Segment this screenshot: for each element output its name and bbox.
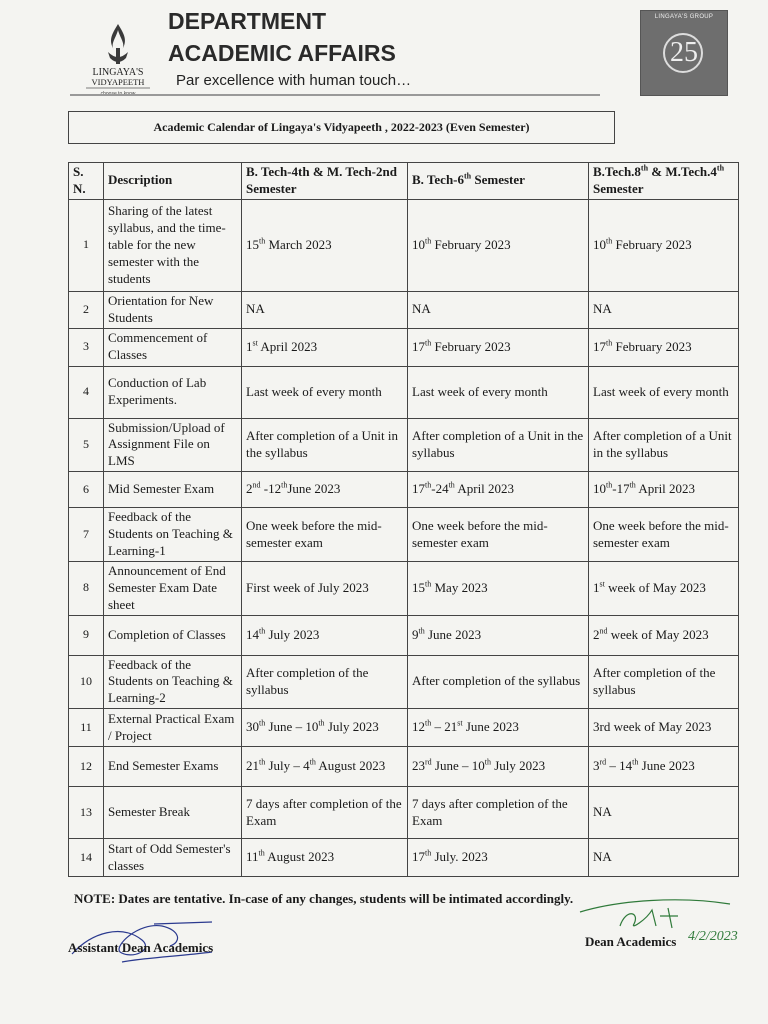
row-sn: 8 bbox=[69, 561, 104, 615]
dean-signature-date: 4/2/2023 bbox=[688, 929, 738, 944]
table-row bbox=[69, 291, 739, 328]
row-col3: NA bbox=[589, 787, 739, 839]
row-col3: NA bbox=[589, 839, 739, 877]
badge-years: 25 bbox=[670, 37, 698, 68]
row-col3: 17th February 2023 bbox=[589, 328, 739, 366]
row-col3: 3rd week of May 2023 bbox=[589, 709, 739, 747]
row-col2: 9th June 2023 bbox=[408, 615, 589, 655]
row-sn: 1 bbox=[69, 199, 104, 291]
institution-logo bbox=[78, 18, 158, 98]
row-description: External Practical Exam / Project bbox=[104, 709, 242, 747]
table-row bbox=[69, 615, 739, 655]
table-row bbox=[69, 787, 739, 839]
row-col3: 10th February 2023 bbox=[589, 199, 739, 291]
department-heading: DEPARTMENT bbox=[168, 8, 327, 34]
row-col3: After completion of a Unit in the syllabus bbox=[589, 418, 739, 472]
header-col3: B.Tech.8th & M.Tech.4th Semester bbox=[589, 163, 739, 200]
header-col2: B. Tech-6th Semester bbox=[408, 163, 589, 200]
row-col3: After completion of the syllabus bbox=[589, 655, 739, 709]
header-divider bbox=[70, 94, 600, 96]
row-col1: 7 days after completion of the Exam bbox=[242, 787, 408, 839]
row-col3: Last week of every month bbox=[589, 366, 739, 418]
row-col1: After completion of the syllabus bbox=[242, 655, 408, 709]
row-col1: 21th July – 4th August 2023 bbox=[242, 747, 408, 787]
table-row bbox=[69, 747, 739, 787]
row-col2: 17th February 2023 bbox=[408, 328, 589, 366]
row-col1: NA bbox=[242, 291, 408, 328]
row-col2: 7 days after completion of the Exam bbox=[408, 787, 589, 839]
department-subheading: ACADEMIC AFFAIRS bbox=[168, 40, 396, 66]
row-sn: 6 bbox=[69, 472, 104, 508]
table-row bbox=[69, 328, 739, 366]
logo-text-2: VIDYAPEETH bbox=[91, 77, 145, 87]
row-sn: 12 bbox=[69, 747, 104, 787]
footnote: NOTE: Dates are tentative. In-case of any changes, students will be intimated accordingly. bbox=[74, 891, 574, 906]
table-row bbox=[69, 839, 739, 877]
row-description: Commencement of Classes bbox=[104, 328, 242, 366]
row-col2: One week before the mid-semester exam bbox=[408, 508, 589, 562]
header-description: Description bbox=[104, 163, 242, 200]
calendar-table bbox=[68, 162, 739, 877]
row-col1: Last week of every month bbox=[242, 366, 408, 418]
tagline: Par excellence with human touch… bbox=[176, 72, 412, 89]
row-sn: 9 bbox=[69, 615, 104, 655]
logo-text-1: LINGAYA'S bbox=[92, 67, 144, 78]
table-row bbox=[69, 418, 739, 472]
badge-group-label: LINGAYA'S GROUP bbox=[654, 14, 714, 20]
table-row bbox=[69, 366, 739, 418]
row-description: Announcement of End Semester Exam Date sheet bbox=[104, 561, 242, 615]
table-row bbox=[69, 709, 739, 747]
table-header-row bbox=[69, 163, 739, 200]
table-row bbox=[69, 472, 739, 508]
row-col1: First week of July 2023 bbox=[242, 561, 408, 615]
dean-label: Dean Academics bbox=[585, 934, 677, 949]
row-sn: 7 bbox=[69, 508, 104, 562]
row-col3: 2nd week of May 2023 bbox=[589, 615, 739, 655]
header-col1: B. Tech-4th & M. Tech-2nd Semester bbox=[242, 163, 408, 200]
row-col2: After completion of the syllabus bbox=[408, 655, 589, 709]
row-col1: 14th July 2023 bbox=[242, 615, 408, 655]
table-row bbox=[69, 655, 739, 709]
row-description: Semester Break bbox=[104, 787, 242, 839]
row-col3: 1st week of May 2023 bbox=[589, 561, 739, 615]
row-description: Submission/Upload of Assignment File on LMS bbox=[104, 418, 242, 472]
row-description: Mid Semester Exam bbox=[104, 472, 242, 508]
row-description: Feedback of the Students on Teaching & Learning-2 bbox=[104, 655, 242, 709]
header-sn: S. N. bbox=[69, 163, 104, 200]
row-sn: 10 bbox=[69, 655, 104, 709]
table-row bbox=[69, 508, 739, 562]
calendar-title: Academic Calendar of Lingaya's Vidyapeeth , 2022-2023 (Even Semester) bbox=[68, 111, 615, 144]
row-col2: After completion of a Unit in the syllabus bbox=[408, 418, 589, 472]
row-sn: 5 bbox=[69, 418, 104, 472]
row-col2: NA bbox=[408, 291, 589, 328]
row-sn: 11 bbox=[69, 709, 104, 747]
anniversary-badge bbox=[640, 10, 728, 96]
row-col3: One week before the mid-semester exam bbox=[589, 508, 739, 562]
row-description: Conduction of Lab Experiments. bbox=[104, 366, 242, 418]
row-col1: After completion of a Unit in the syllabus bbox=[242, 418, 408, 472]
table-row bbox=[69, 561, 739, 615]
row-sn: 13 bbox=[69, 787, 104, 839]
row-col3: 10th-17th April 2023 bbox=[589, 472, 739, 508]
row-col1: 30th June – 10th July 2023 bbox=[242, 709, 408, 747]
row-description: Feedback of the Students on Teaching & Learning-1 bbox=[104, 508, 242, 562]
assistant-dean-label: Assistant Dean Academics bbox=[68, 940, 214, 955]
row-col1: 2nd -12thJune 2023 bbox=[242, 472, 408, 508]
row-description: Start of Odd Semester's classes bbox=[104, 839, 242, 877]
row-sn: 2 bbox=[69, 291, 104, 328]
row-description: End Semester Exams bbox=[104, 747, 242, 787]
row-sn: 3 bbox=[69, 328, 104, 366]
row-sn: 4 bbox=[69, 366, 104, 418]
row-col2: 10th February 2023 bbox=[408, 199, 589, 291]
row-col2: 23rd June – 10th July 2023 bbox=[408, 747, 589, 787]
row-col1: 11th August 2023 bbox=[242, 839, 408, 877]
row-description: Orientation for New Students bbox=[104, 291, 242, 328]
row-col2: 17th-24th April 2023 bbox=[408, 472, 589, 508]
table-row bbox=[69, 199, 739, 291]
row-col2: 17th July. 2023 bbox=[408, 839, 589, 877]
row-col1: 1st April 2023 bbox=[242, 328, 408, 366]
row-col2: 15th May 2023 bbox=[408, 561, 589, 615]
row-col3: NA bbox=[589, 291, 739, 328]
row-col3: 3rd – 14th June 2023 bbox=[589, 747, 739, 787]
row-col2: Last week of every month bbox=[408, 366, 589, 418]
row-description: Sharing of the latest syllabus, and the time-table for the new semester with the students bbox=[104, 199, 242, 291]
row-sn: 14 bbox=[69, 839, 104, 877]
row-col1: 15th March 2023 bbox=[242, 199, 408, 291]
row-col1: One week before the mid-semester exam bbox=[242, 508, 408, 562]
row-col2: 12th – 21st June 2023 bbox=[408, 709, 589, 747]
row-description: Completion of Classes bbox=[104, 615, 242, 655]
